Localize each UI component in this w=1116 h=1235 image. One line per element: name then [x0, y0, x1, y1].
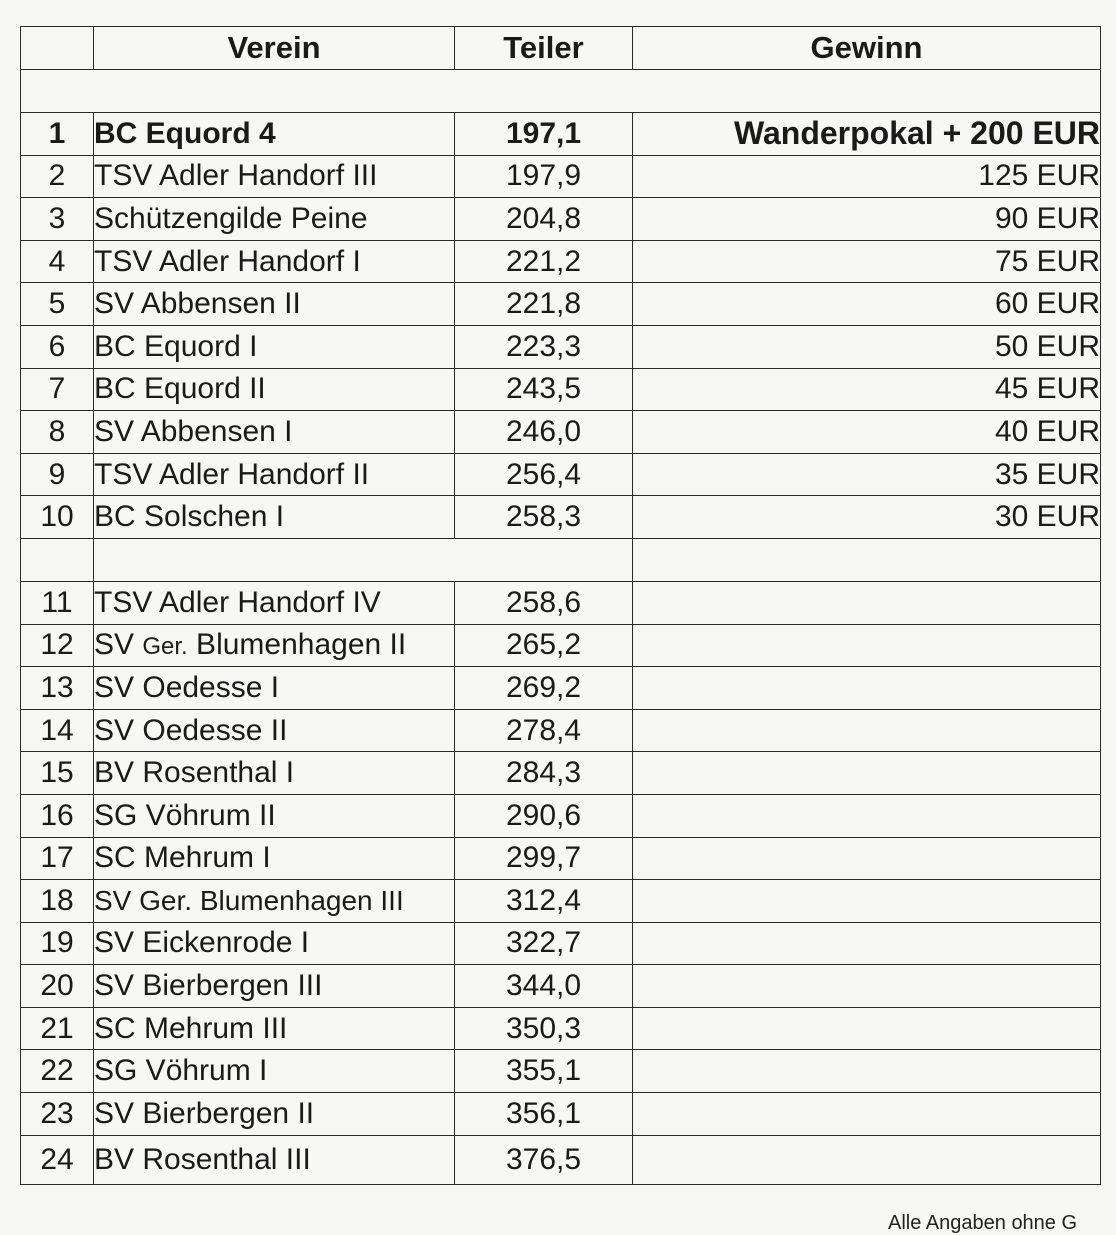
- header-prize: Gewinn: [633, 27, 1101, 70]
- prize-cell: 45 EUR: [633, 368, 1101, 411]
- spacer-cell: [21, 538, 94, 581]
- club-cell: SG Vöhrum II: [94, 794, 455, 837]
- table-row: [21, 240, 1101, 283]
- club-cell: BV Rosenthal I: [94, 752, 455, 795]
- spacer-cell: [21, 70, 1101, 113]
- rank-cell: 4: [21, 240, 94, 283]
- club-cell: SC Mehrum I: [94, 837, 455, 880]
- rank-cell: 3: [21, 198, 94, 241]
- teiler-cell: 312,4: [455, 880, 633, 923]
- teiler-cell: 265,2: [455, 624, 633, 667]
- spacer-cell: [633, 538, 1101, 581]
- rank-cell: 11: [21, 581, 94, 624]
- table-row: [21, 198, 1101, 241]
- header-teiler: Teiler: [455, 27, 633, 70]
- rank-cell: 7: [21, 368, 94, 411]
- table-row: [21, 965, 1101, 1008]
- club-cell: SV Abbensen II: [94, 283, 455, 326]
- teiler-cell: 376,5: [455, 1135, 633, 1184]
- prize-cell: [633, 1007, 1101, 1050]
- header-club: Verein: [94, 27, 455, 70]
- club-cell: BC Equord II: [94, 368, 455, 411]
- table-row: [21, 283, 1101, 326]
- results-table: [20, 26, 1101, 1185]
- rank-cell: 18: [21, 880, 94, 923]
- prize-cell: [633, 1135, 1101, 1184]
- prize-cell: 125 EUR: [633, 155, 1101, 198]
- teiler-cell: 290,6: [455, 794, 633, 837]
- club-cell: TSV Adler Handorf IV: [94, 581, 455, 624]
- club-cell: SV Oedesse I: [94, 667, 455, 710]
- teiler-cell: 356,1: [455, 1093, 633, 1136]
- club-cell: Schützengilde Peine: [94, 198, 455, 241]
- rank-cell: 15: [21, 752, 94, 795]
- prize-cell: [633, 581, 1101, 624]
- club-cell: SV Abbensen I: [94, 411, 455, 454]
- table-row: [21, 837, 1101, 880]
- rank-cell: 14: [21, 709, 94, 752]
- club-cell: SV Ger. Blumenhagen III: [94, 880, 455, 923]
- teiler-cell: 246,0: [455, 411, 633, 454]
- prize-cell: 75 EUR: [633, 240, 1101, 283]
- table-row: [21, 794, 1101, 837]
- table-row: [21, 922, 1101, 965]
- prize-cell: [633, 1093, 1101, 1136]
- club-cell: SG Vöhrum I: [94, 1050, 455, 1093]
- club-prefix: SV: [94, 628, 143, 662]
- club-cell: BC Equord I: [94, 325, 455, 368]
- table-row: [21, 1050, 1101, 1093]
- table-row: [21, 667, 1101, 710]
- prize-cell: 35 EUR: [633, 453, 1101, 496]
- club-cell: TSV Adler Handorf III: [94, 155, 455, 198]
- rank-cell: 2: [21, 155, 94, 198]
- teiler-cell: 258,6: [455, 581, 633, 624]
- prize-cell: 90 EUR: [633, 198, 1101, 241]
- club-cell: SV Bierbergen III: [94, 965, 455, 1008]
- prize-cell: [633, 624, 1101, 667]
- prize-cell: [633, 837, 1101, 880]
- rank-cell: 23: [21, 1093, 94, 1136]
- rank-cell: 6: [21, 325, 94, 368]
- teiler-cell: 269,2: [455, 667, 633, 710]
- club-suffix: Blumenhagen II: [187, 628, 407, 662]
- teiler-cell: 256,4: [455, 453, 633, 496]
- rank-cell: 19: [21, 922, 94, 965]
- prize-cell: [633, 752, 1101, 795]
- rank-cell: 5: [21, 283, 94, 326]
- spacer-row: [21, 538, 1101, 581]
- club-cell: SV Eickenrode I: [94, 922, 455, 965]
- teiler-cell: 299,7: [455, 837, 633, 880]
- prize-cell: [633, 709, 1101, 752]
- footer-note: Alle Angaben ohne G: [888, 1212, 1078, 1234]
- prize-cell: 60 EUR: [633, 283, 1101, 326]
- table-row: [21, 496, 1101, 539]
- club-cell: TSV Adler Handorf II: [94, 453, 455, 496]
- spacer-row: [21, 70, 1101, 113]
- table-row: [21, 1135, 1101, 1184]
- rank-cell: 20: [21, 965, 94, 1008]
- rank-cell: 16: [21, 794, 94, 837]
- club-cell: BC Solschen I: [94, 496, 455, 539]
- teiler-cell: 322,7: [455, 922, 633, 965]
- teiler-cell: 197,9: [455, 155, 633, 198]
- spacer-cell: [94, 538, 633, 581]
- teiler-cell: 344,0: [455, 965, 633, 1008]
- table-row: [21, 368, 1101, 411]
- teiler-cell: 221,8: [455, 283, 633, 326]
- table-row: [21, 155, 1101, 198]
- rank-cell: 1: [21, 113, 94, 156]
- rank-cell: 12: [21, 624, 94, 667]
- table-row: [21, 752, 1101, 795]
- rank-cell: 17: [21, 837, 94, 880]
- table-row: [21, 880, 1101, 923]
- prize-cell: 50 EUR: [633, 325, 1101, 368]
- club-cell: SV Oedesse II: [94, 709, 455, 752]
- prize-cell: Wanderpokal + 200 EUR: [633, 113, 1101, 156]
- prize-cell: 30 EUR: [633, 496, 1101, 539]
- teiler-cell: 258,3: [455, 496, 633, 539]
- rank-cell: 10: [21, 496, 94, 539]
- table-row: [21, 325, 1101, 368]
- table-row: [21, 411, 1101, 454]
- club-cell: BV Rosenthal III: [94, 1135, 455, 1184]
- table-row: [21, 1007, 1101, 1050]
- club-cell: [94, 624, 455, 667]
- prize-cell: [633, 667, 1101, 710]
- club-cell: SV Bierbergen II: [94, 1093, 455, 1136]
- rank-cell: 9: [21, 453, 94, 496]
- table-row: [21, 624, 1101, 667]
- prize-cell: [633, 1050, 1101, 1093]
- teiler-cell: 243,5: [455, 368, 633, 411]
- club-cell: BC Equord 4: [94, 113, 455, 156]
- club-cell: TSV Adler Handorf I: [94, 240, 455, 283]
- table-row: [21, 709, 1101, 752]
- header-row: [21, 27, 1101, 70]
- prize-cell: 40 EUR: [633, 411, 1101, 454]
- club-cell: SC Mehrum III: [94, 1007, 455, 1050]
- teiler-cell: 204,8: [455, 198, 633, 241]
- teiler-cell: 221,2: [455, 240, 633, 283]
- header-rank: [21, 27, 94, 70]
- rank-cell: 8: [21, 411, 94, 454]
- prize-cell: [633, 922, 1101, 965]
- prize-cell: [633, 880, 1101, 923]
- prize-cell: [633, 794, 1101, 837]
- rank-cell: 22: [21, 1050, 94, 1093]
- table-row: [21, 453, 1101, 496]
- teiler-cell: 355,1: [455, 1050, 633, 1093]
- rank-cell: 24: [21, 1135, 94, 1184]
- teiler-cell: 223,3: [455, 325, 633, 368]
- teiler-cell: 350,3: [455, 1007, 633, 1050]
- table-row: [21, 113, 1101, 156]
- teiler-cell: 278,4: [455, 709, 633, 752]
- rank-cell: 13: [21, 667, 94, 710]
- table-row: [21, 1093, 1101, 1136]
- teiler-cell: 284,3: [455, 752, 633, 795]
- rank-cell: 21: [21, 1007, 94, 1050]
- prize-cell: [633, 965, 1101, 1008]
- club-abbrev: Ger.: [142, 633, 188, 661]
- table-row: [21, 581, 1101, 624]
- teiler-cell: 197,1: [455, 113, 633, 156]
